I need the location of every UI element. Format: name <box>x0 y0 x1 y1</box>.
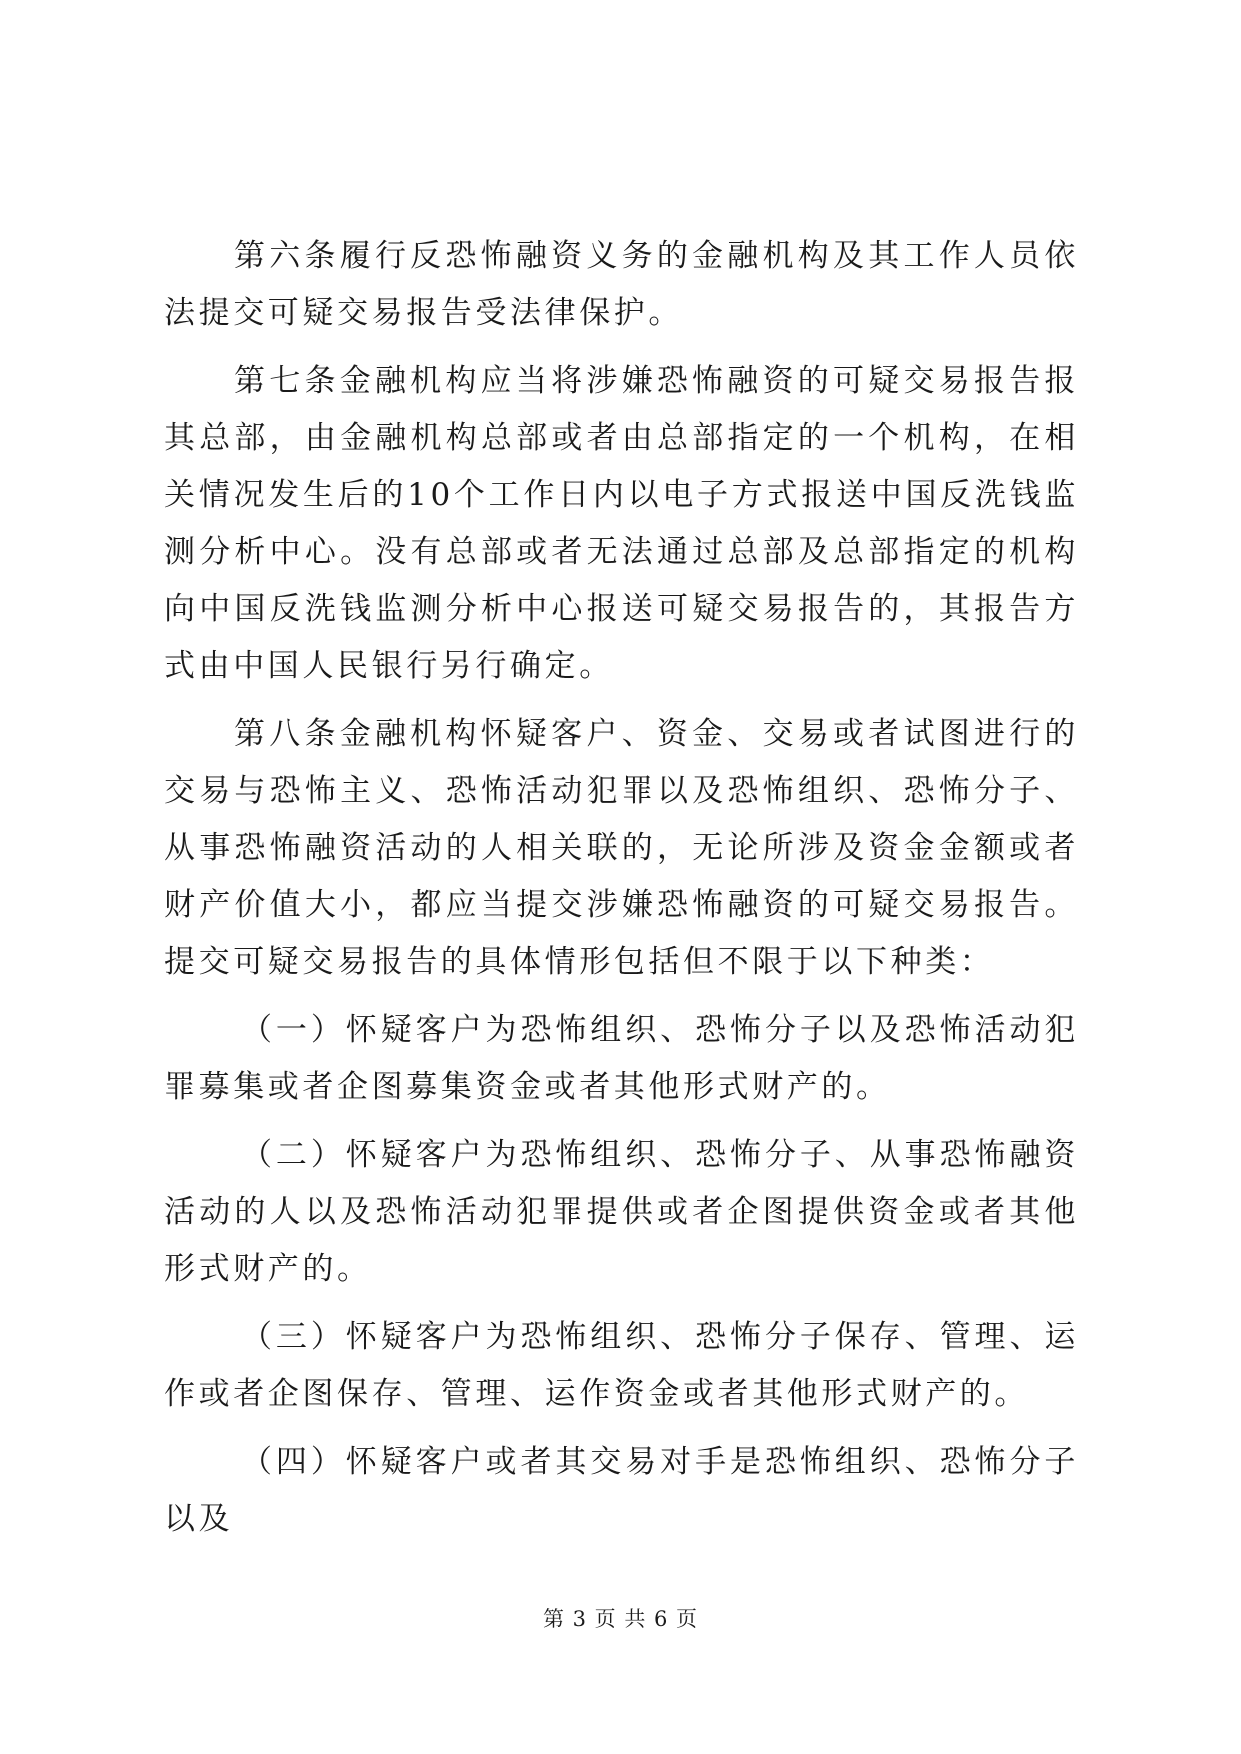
clause-4-paragraph: （四）怀疑客户或者其交易对手是恐怖组织、恐怖分子以及 <box>164 1444 1079 1537</box>
document-body <box>164 228 1079 1559</box>
clause-3-paragraph: （三）怀疑客户为恐怖组织、恐怖分子保存、管理、运作或者企图保存、管理、运作资金或者其他形式财产的。 <box>164 1319 1079 1412</box>
article-6-paragraph: 第六条履行反恐怖融资义务的金融机构及其工作人员依法提交可疑交易报告受法律保护。 <box>164 238 1079 331</box>
page-footer <box>0 1603 1241 1633</box>
clause-1-paragraph: （一）怀疑客户为恐怖组织、恐怖分子以及恐怖活动犯罪募集或者企图募集资金或者其他形式财产的。 <box>164 1012 1079 1105</box>
article-8-paragraph: 第八条金融机构怀疑客户、资金、交易或者试图进行的交易与恐怖主义、恐怖活动犯罪以及恐怖组织、恐怖分子、从事恐怖融资活动的人相关联的，无论所涉及资金金额或者财产价值大小，都应当提交涉嫌恐怖融资的可疑交易报告。提交可疑交易报告的具体情形包括但不限于以下种类： <box>164 716 1079 980</box>
clause-2-paragraph: （二）怀疑客户为恐怖组织、恐怖分子、从事恐怖融资活动的人以及恐怖活动犯罪提供或者企图提供资金或者其他形式财产的。 <box>164 1137 1079 1287</box>
article-7-paragraph: 第七条金融机构应当将涉嫌恐怖融资的可疑交易报告报其总部，由金融机构总部或者由总部指定的一个机构，在相关情况发生后的10个工作日内以电子方式报送中国反洗钱监测分析中心。没有总部或者无法通过总部及总部指定的机构向中国反洗钱监测分析中心报送可疑交易报告的，其报告方式由中国人民银行另行确定。 <box>164 363 1079 684</box>
page-number-label: 第 3 页 共 6 页 <box>542 1607 699 1631</box>
